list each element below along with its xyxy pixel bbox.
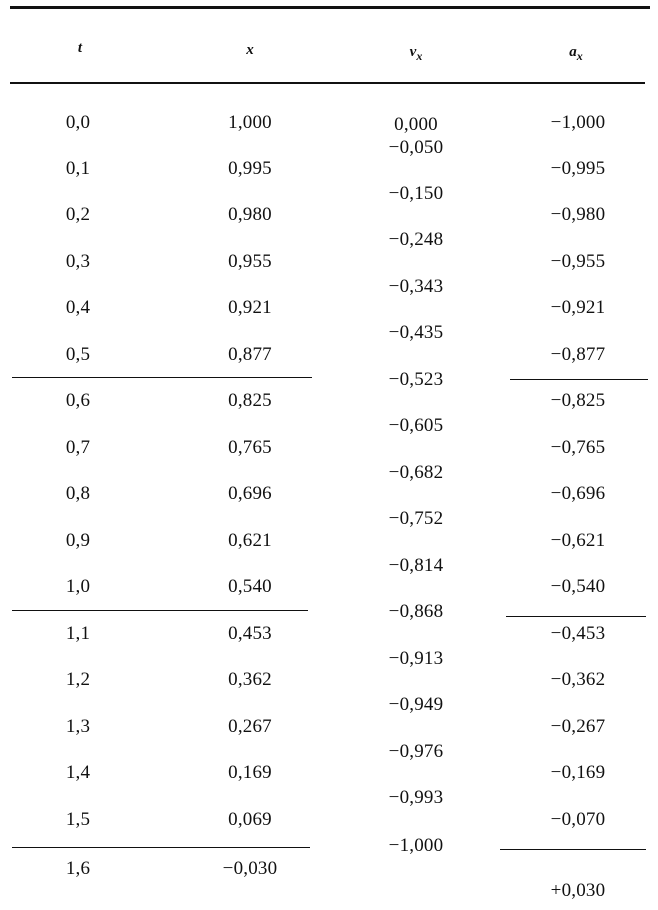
group-rule-right-3 — [500, 849, 646, 850]
cell-vx: −0,814 — [388, 555, 444, 576]
cell-t: 1,3 — [65, 716, 91, 737]
cell-ax: −0,877 — [550, 344, 606, 365]
cell-x: 0,921 — [228, 297, 272, 318]
cell-vx: −0,752 — [388, 508, 444, 529]
cell-ax: −0,955 — [550, 251, 606, 272]
cell-ax: −0,540 — [550, 576, 606, 597]
cell-vx: −0,949 — [388, 694, 444, 715]
cell-ax: −0,980 — [550, 204, 606, 225]
cell-ax: −0,070 — [550, 809, 606, 830]
cell-x: 0,995 — [228, 158, 272, 179]
cell-x: 0,765 — [228, 437, 272, 458]
cell-x: 0,825 — [228, 390, 272, 411]
cell-t: 1,1 — [65, 623, 91, 644]
cell-ax: −1,000 — [550, 112, 606, 133]
group-rule-left-2 — [12, 610, 308, 611]
cell-vx: −1,000 — [388, 835, 444, 856]
cell-ax: −0,825 — [550, 390, 606, 411]
cell-x: 0,621 — [228, 530, 272, 551]
cell-vx: −0,993 — [388, 787, 444, 808]
group-rule-left-1 — [12, 377, 312, 378]
cell-t: 0,2 — [65, 204, 91, 225]
header-ax: $a_x$ — [569, 44, 583, 63]
cell-t: 1,2 — [65, 669, 91, 690]
cell-x: 0,877 — [228, 344, 272, 365]
header-rule — [10, 82, 645, 84]
cell-t: 1,0 — [65, 576, 91, 597]
group-rule-left-3 — [12, 847, 310, 848]
cell-ax: −0,453 — [550, 623, 606, 644]
cell-x: 0,453 — [228, 623, 272, 644]
cell-t: 1,5 — [65, 809, 91, 830]
cell-vx: −0,050 — [388, 137, 444, 158]
cell-vx: −0,435 — [388, 322, 444, 343]
cell-x: 0,267 — [228, 716, 272, 737]
cell-vx: −0,913 — [388, 648, 444, 669]
cell-vx: −0,343 — [388, 276, 444, 297]
cell-t: 0,1 — [65, 158, 91, 179]
cell-vx: −0,523 — [388, 369, 444, 390]
cell-vx: −0,976 — [388, 741, 444, 762]
cell-ax: −0,267 — [550, 716, 606, 737]
cell-t: 0,3 — [65, 251, 91, 272]
cell-ax: −0,362 — [550, 669, 606, 690]
cell-x: 1,000 — [228, 112, 272, 133]
cell-x: −0,030 — [222, 858, 278, 879]
header-vx: $v_x$ — [409, 44, 423, 63]
cell-x: 0,362 — [228, 669, 272, 690]
cell-vx: −0,605 — [388, 415, 444, 436]
group-rule-right-1 — [510, 379, 648, 380]
cell-vx: 0,000 — [394, 114, 438, 135]
cell-t: 1,4 — [65, 762, 91, 783]
cell-x: 0,069 — [228, 809, 272, 830]
cell-t: 0,4 — [65, 297, 91, 318]
cell-ax: −0,995 — [550, 158, 606, 179]
cell-ax: −0,169 — [550, 762, 606, 783]
cell-t: 0,7 — [65, 437, 91, 458]
cell-vx: −0,682 — [388, 462, 444, 483]
cell-vx: −0,150 — [388, 183, 444, 204]
cell-x: 0,540 — [228, 576, 272, 597]
cell-ax: +0,030 — [550, 880, 606, 901]
cell-t: 1,6 — [65, 858, 91, 879]
cell-ax: −0,621 — [550, 530, 606, 551]
header-x: x — [246, 42, 254, 58]
cell-x: 0,169 — [228, 762, 272, 783]
cell-vx: −0,868 — [388, 601, 444, 622]
cell-t: 0,6 — [65, 390, 91, 411]
header-t: t — [77, 40, 83, 56]
cell-t: 0,0 — [65, 112, 91, 133]
cell-ax: −0,696 — [550, 483, 606, 504]
cell-t: 0,5 — [65, 344, 91, 365]
group-rule-right-2 — [506, 616, 646, 617]
cell-x: 0,696 — [228, 483, 272, 504]
cell-ax: −0,921 — [550, 297, 606, 318]
cell-t: 0,9 — [65, 530, 91, 551]
top-rule — [10, 6, 650, 9]
cell-vx: −0,248 — [388, 229, 444, 250]
cell-x: 0,955 — [228, 251, 272, 272]
cell-t: 0,8 — [65, 483, 91, 504]
cell-x: 0,980 — [228, 204, 272, 225]
cell-ax: −0,765 — [550, 437, 606, 458]
